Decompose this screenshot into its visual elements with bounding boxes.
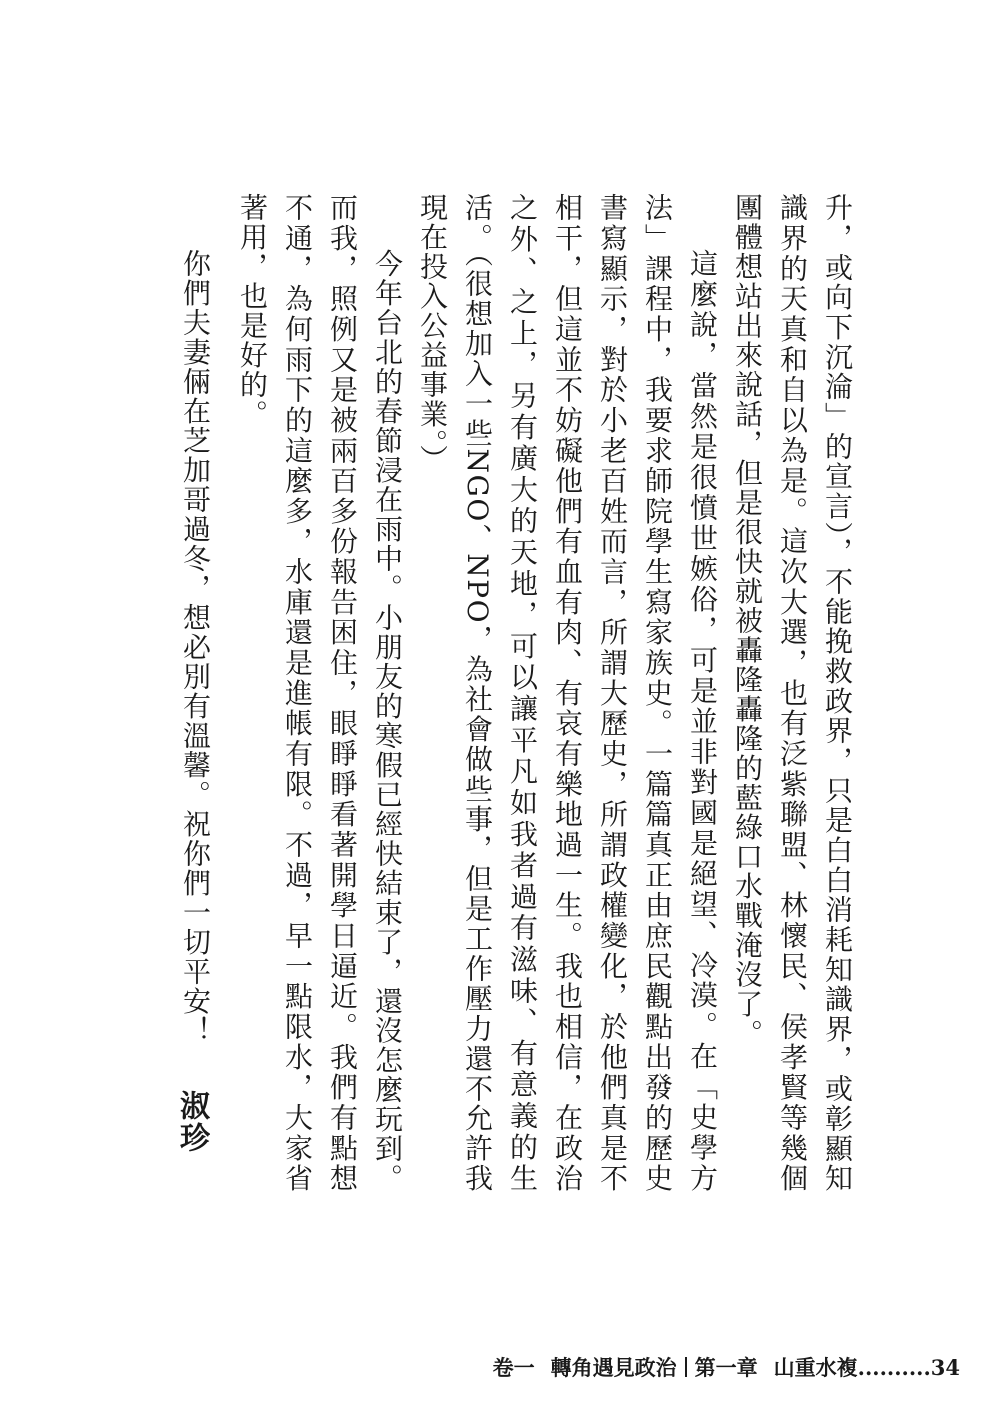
- footer-volume: 卷一: [492, 1355, 535, 1380]
- footer-leader-dots: ..........: [857, 1355, 931, 1380]
- footer-separator: [685, 1357, 687, 1377]
- footer-chapter: 第一章: [694, 1355, 758, 1380]
- closing-greeting: 你們夫妻倆在芝加哥過冬，想必別有溫馨。祝你們一切平安！: [179, 249, 212, 1046]
- footer-chapter-title: 山重水複: [773, 1355, 858, 1380]
- paragraph-1: 升，或向下沉淪」的宣言），不能挽救政界，只是白白消耗知識界，或彰顯知識界的天真和自以為是。這次大選，也有泛紫聯盟、林懷民、侯孝賢等幾個團體想站出來說話，但是很快就被轟隆轟隆的藍綠口水戰淹沒了。: [731, 193, 854, 1193]
- paragraph-2: 這麼說，當然是很憤世嫉俗，可是並非對國是絕望、冷漠。在「史學方法」課程中，我要求師院學生寫家族史。一篇篇真正由庶民觀點出發的歷史書寫顯示，對於小老百姓而言，所謂大歷史，所謂政權變化，於他們真是不相干，但這並不妨礙他們有血有肉、有哀有樂地過一生。我也相信，在政治之外、之上，另有廣大的天地，可以讓平凡如我者過有滋味、有意義的生活。（很想加入一些NGO、NPO，為社會做些事，但是工作壓力還不允許我現在投入公益事業。）: [416, 193, 719, 1193]
- footer-section: 轉角遇見政治: [550, 1355, 677, 1380]
- running-footer: [493, 1352, 960, 1382]
- signature: 淑珍: [174, 1090, 209, 1154]
- footer-page-number: 34: [930, 1355, 960, 1380]
- paragraph-3: 今年台北的春節浸在雨中。小朋友的寒假已經快結束了，還沒怎麼玩到。而我，照例又是被兩百多份報告困住，眼睜睜看著開學日逼近。我們有點想不通，為何雨下的這麼多，水庫還是進帳有限。不過，早一點限水，大家省著用，也是好的。: [236, 193, 404, 1193]
